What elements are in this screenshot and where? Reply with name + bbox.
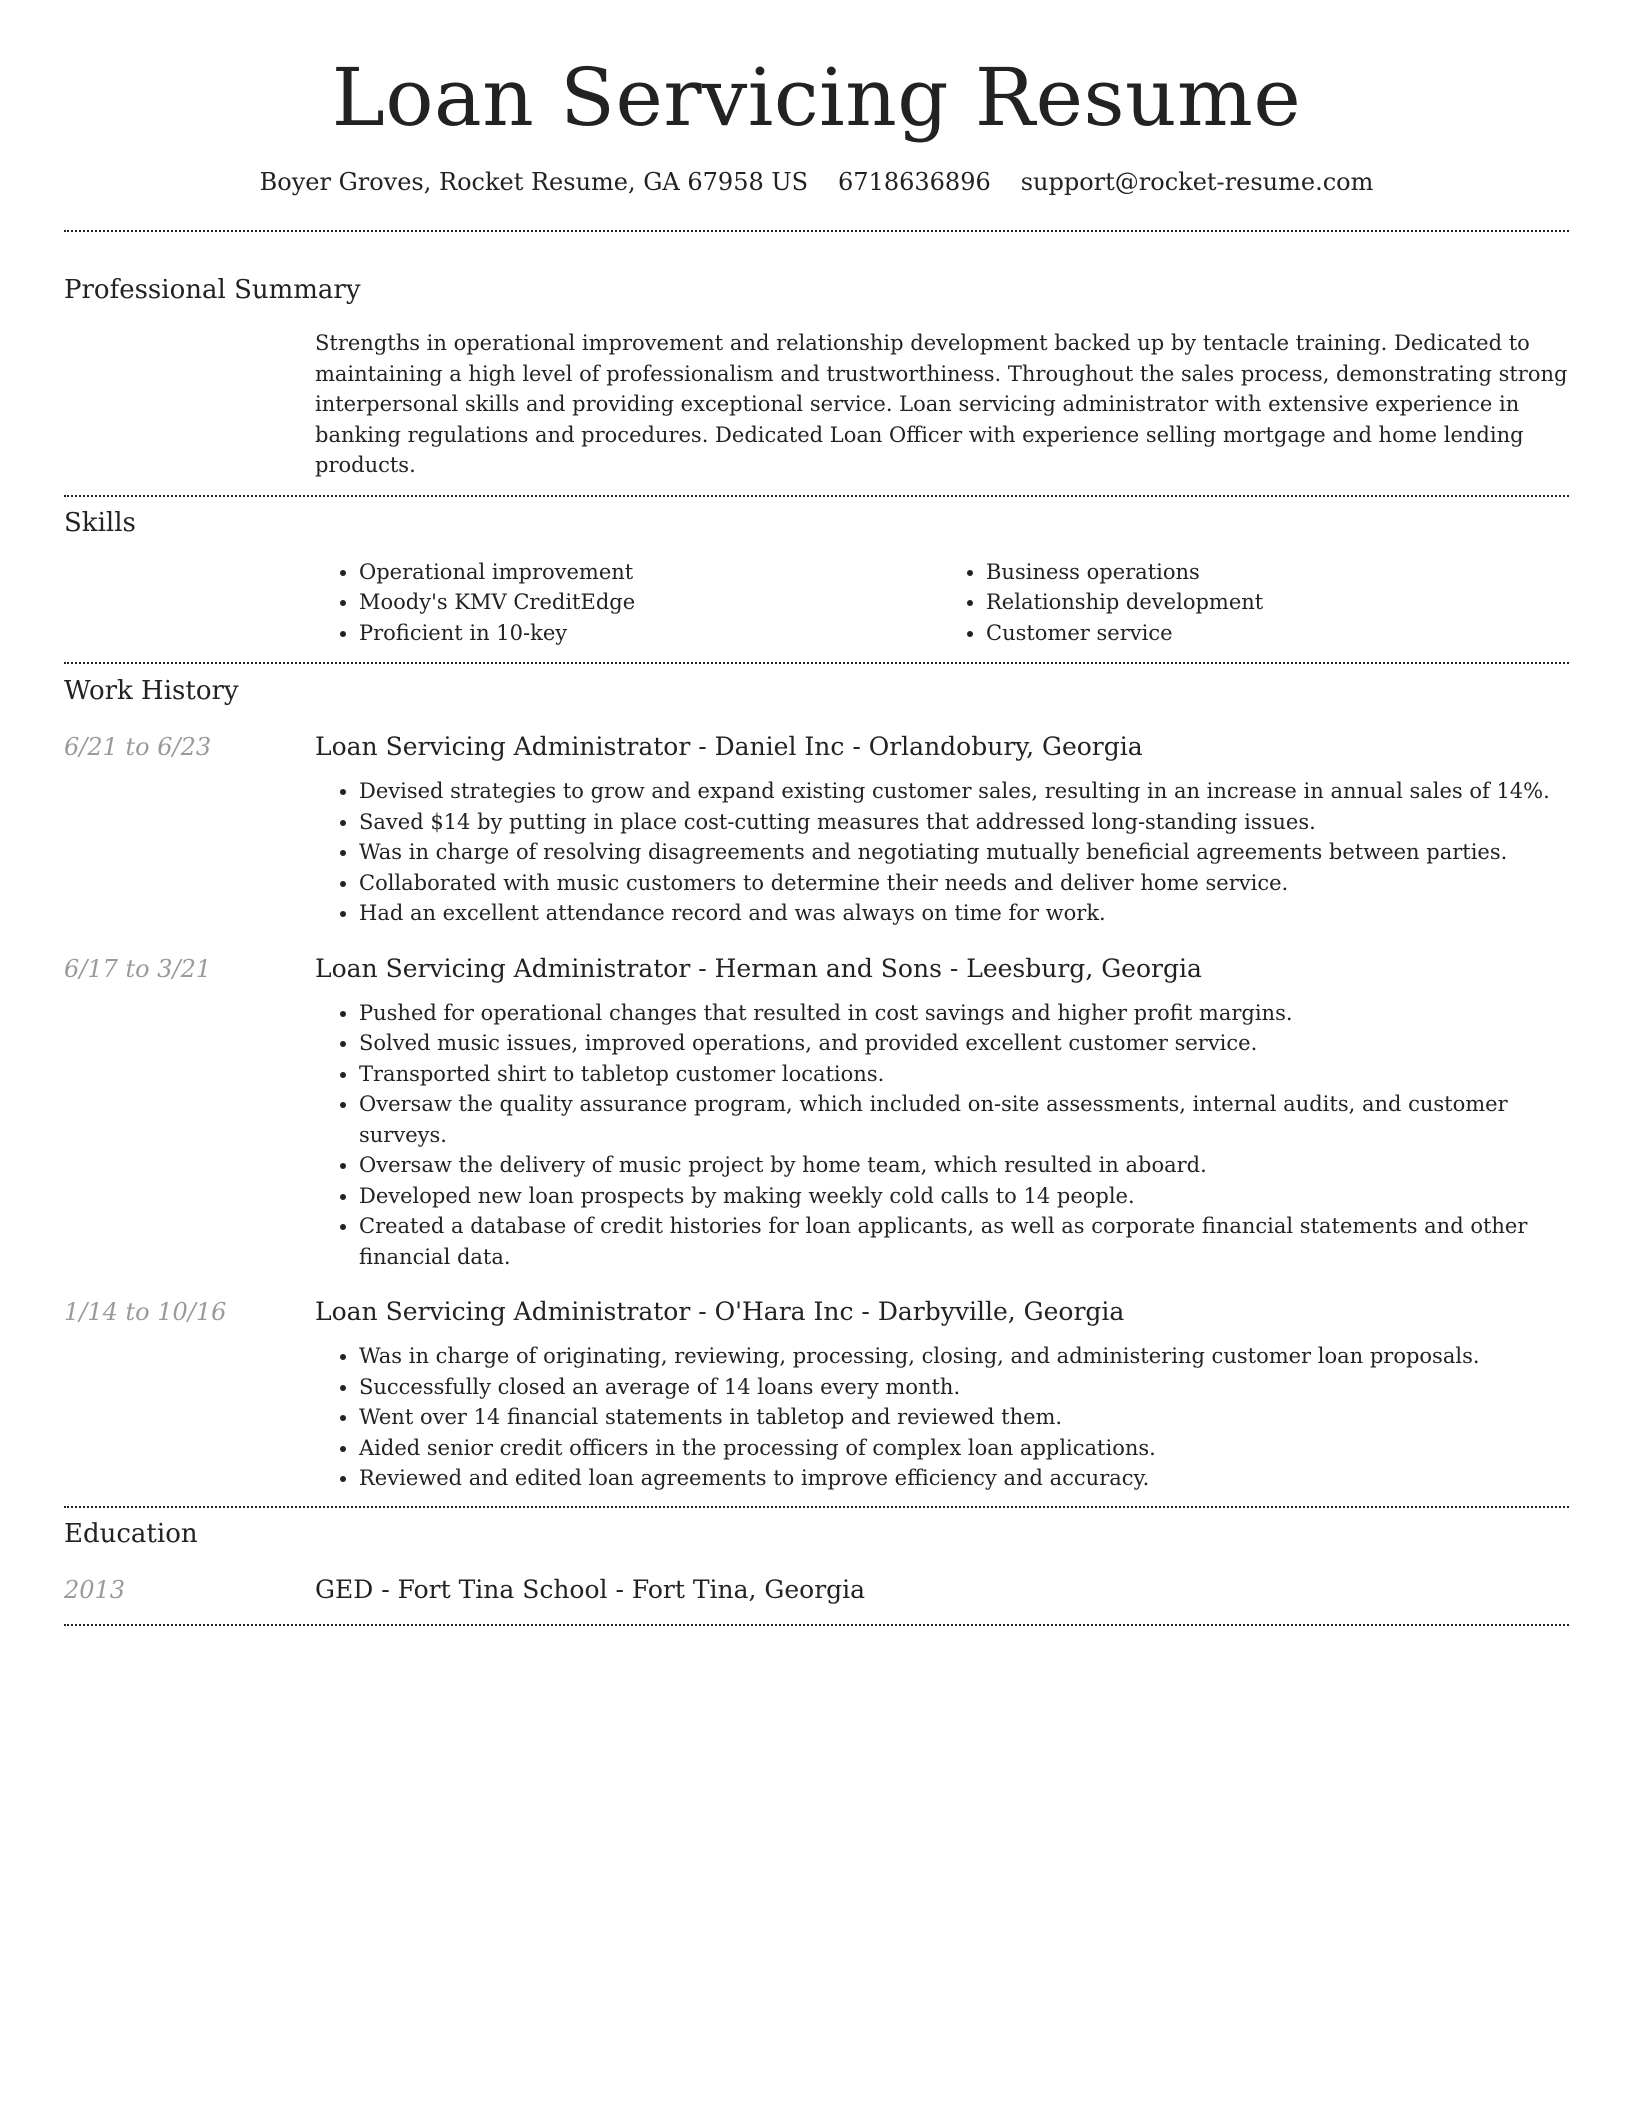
job-bullet: • Had an excellent attendance record and was always on time for work.: [359, 898, 1569, 929]
skills-heading: Skills: [64, 507, 136, 538]
job-title: Loan Servicing Administrator - Herman and Sons - Leesburg, Georgia: [315, 953, 1202, 983]
job-title: Loan Servicing Administrator - O'Hara Inc - Darbyville, Georgia: [315, 1297, 1125, 1326]
job-bullet: • Saved $14 by putting in place cost-cutting measures that addressed long-standing issues.: [359, 807, 1569, 838]
skill-item: • Proficient in 10-key: [359, 618, 942, 649]
education-heading: Education: [64, 1518, 198, 1549]
job-bullet: • Transported shirt to tabletop customer locations.: [359, 1059, 1569, 1090]
job-bullet: • Oversaw the delivery of music project by home team, which resulted in aboard.: [359, 1150, 1569, 1181]
section-divider: [64, 495, 1569, 497]
job-bullets: [315, 776, 1569, 929]
section-divider: [64, 662, 1569, 664]
job-dates: 1/14 to 10/16: [64, 1298, 227, 1326]
job-dates: 6/21 to 6/23: [64, 733, 212, 761]
job-bullet: • Devised strategies to grow and expand existing customer sales, resulting in an increase in annual sales of 14%.: [359, 776, 1569, 807]
contact-address: Boyer Groves, Rocket Resume, GA 67958 US: [259, 168, 809, 196]
skill-item: • Relationship development: [986, 587, 1569, 618]
section-divider: [64, 1506, 1569, 1508]
skill-item: • Customer service: [986, 618, 1569, 649]
skills-column-left: [315, 557, 942, 649]
skill-item: • Operational improvement: [359, 557, 942, 588]
skill-item: • Moody's KMV CreditEdge: [359, 587, 942, 618]
page-title: Loan Servicing Resume: [331, 51, 1302, 144]
skill-item: • Business operations: [986, 557, 1569, 588]
summary-text: Strengths in operational improvement and relationship development backed up by tentacle training. Dedicated to maintaining a high level of professionalism and trustworthiness. Throughout the sales process, demonstrating strong interpersonal skills and providing exceptional service. Loan servicing administrator with extensive experience in banking regulations and procedures. Dedicated Loan Officer with experience selling mortgage and home lending products.: [315, 331, 1568, 477]
job-bullet: • Reviewed and edited loan agreements to improve efficiency and accuracy.: [359, 1463, 1569, 1494]
job-bullet: • Went over 14 financial statements in tabletop and reviewed them.: [359, 1402, 1569, 1433]
education-year: 2013: [64, 1575, 126, 1604]
contact-email: support@rocket-resume.com: [1020, 168, 1374, 196]
job-title: Loan Servicing Administrator - Daniel Inc - Orlandobury, Georgia: [315, 732, 1143, 761]
job-bullet: • Created a database of credit histories for loan applicants, as well as corporate financial statements and other financial data.: [359, 1211, 1569, 1272]
work-history-heading: Work History: [64, 676, 239, 706]
job-header: [64, 953, 1569, 985]
section-divider: [64, 1624, 1569, 1626]
skills-column-right: [942, 557, 1569, 649]
job-bullet: • Oversaw the quality assurance program, which included on-site assessments, internal audits, and customer surveys.: [359, 1089, 1569, 1150]
job-bullet: • Solved music issues, improved operations, and provided excellent customer service.: [359, 1028, 1569, 1059]
job-bullet: • Developed new loan prospects by making weekly cold calls to 14 people.: [359, 1181, 1569, 1212]
job-bullet: • Collaborated with music customers to determine their needs and deliver home service.: [359, 868, 1569, 899]
job-bullet: • Was in charge of originating, reviewing, processing, closing, and administering customer loan proposals.: [359, 1341, 1569, 1372]
section-divider: [64, 230, 1569, 232]
job-bullets: [315, 998, 1569, 1273]
job-bullet: • Was in charge of resolving disagreements and negotiating mutually beneficial agreements between parties.: [359, 837, 1569, 868]
job-bullets: [315, 1341, 1569, 1494]
job-bullet: • Aided senior credit officers in the processing of complex loan applications.: [359, 1433, 1569, 1464]
resume-page: [64, 0, 1569, 1626]
education-entry: [64, 1574, 1569, 1606]
education-degree: GED - Fort Tina School - Fort Tina, Georgia: [315, 1574, 866, 1604]
job-dates: 6/17 to 3/21: [64, 954, 212, 983]
job-header: [64, 1296, 1569, 1328]
job-bullet: • Successfully closed an average of 14 loans every month.: [359, 1372, 1569, 1403]
job-entry: [64, 731, 1569, 929]
summary-heading: Professional Summary: [64, 275, 361, 305]
contact-line: [64, 166, 1569, 198]
job-header: [64, 731, 1569, 763]
job-entry: [64, 1296, 1569, 1494]
job-bullet: • Pushed for operational changes that resulted in cost savings and higher profit margins.: [359, 998, 1569, 1029]
contact-phone: 6718636896: [838, 168, 991, 196]
skills-list: [315, 557, 1569, 649]
job-entry: [64, 953, 1569, 1273]
